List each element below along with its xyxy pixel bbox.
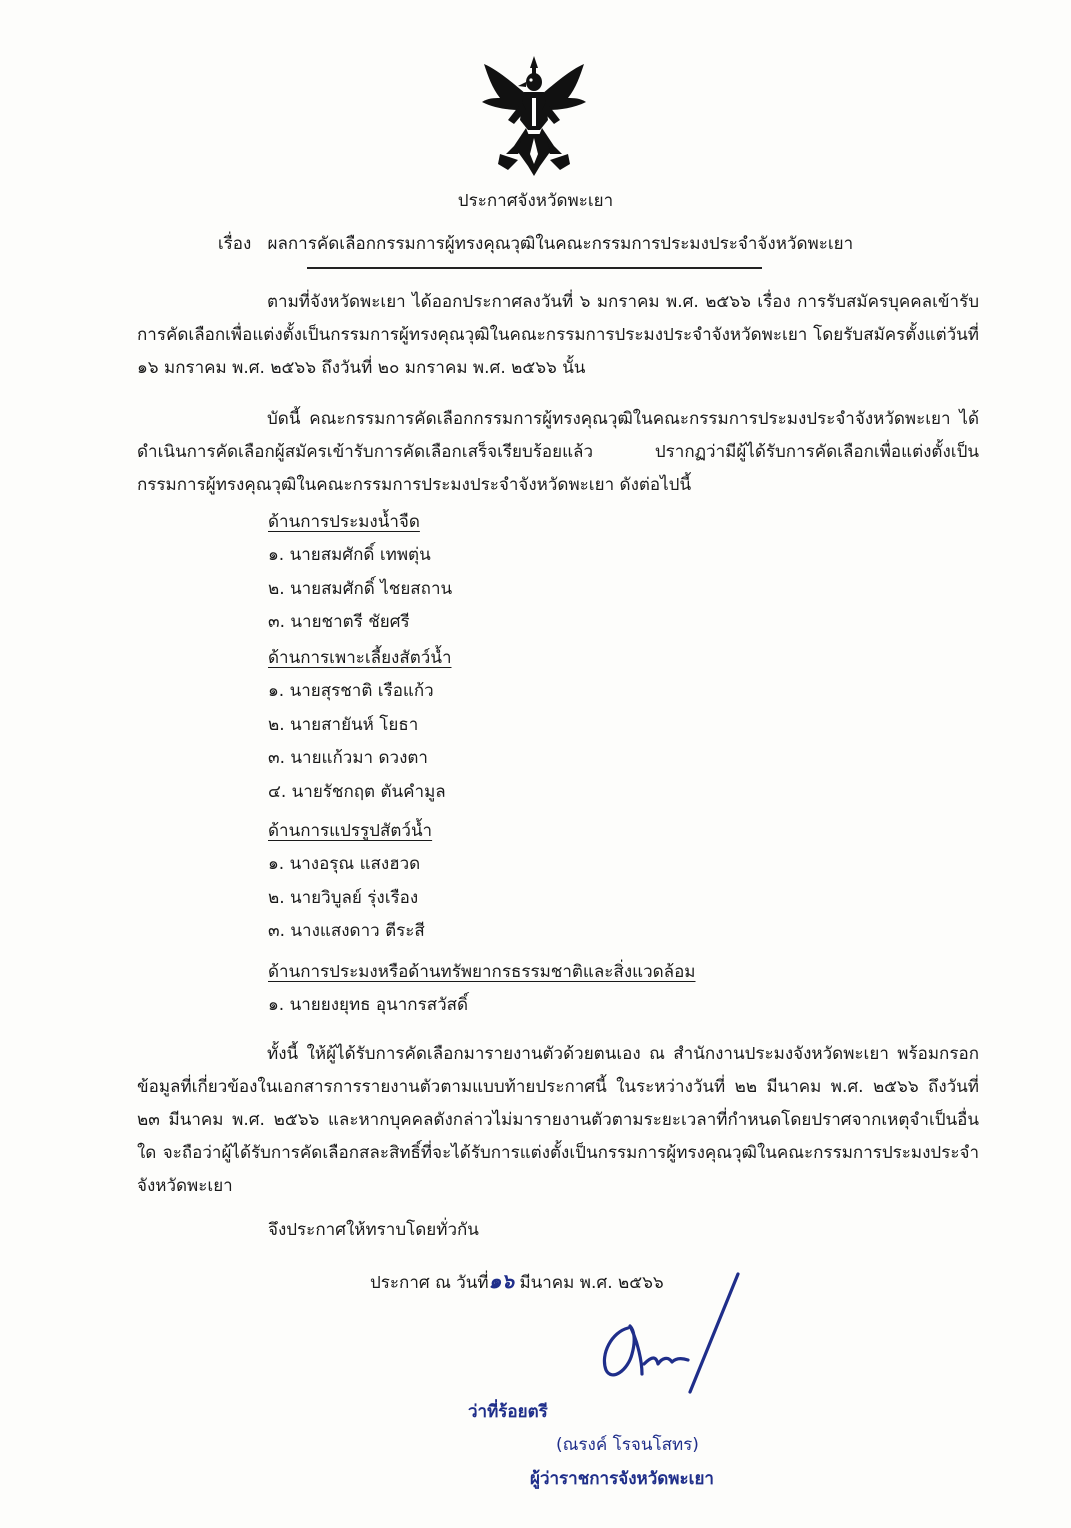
section-heading: ด้านการประมงน้ำจืด — [268, 512, 420, 532]
paragraph-3: ทั้งนี้ ให้ผู้ได้รับการคัดเลือกมารายงานตัวด้วยตนเอง ณ สำนักงานประมงจังหวัดพะเยา พร้อมกรอกข้อมูลที่เกี่ยวข้องในเอกสารการรายงานตัวตามแบบท้ายประกาศนี้ ในระหว่างวันที่ ๒๒ มีนาคม พ.ศ. ๒๕๖๖ ถึงวันที่ ๒๓ มีนาคม พ.ศ. ๒๕๖๖ และหากบุคคลดังกล่าวไม่มารายงานตัวตามระยะเวลาที่กำหนดโดยปราศจากเหตุจำเป็นอื่นใด จะถือว่าผู้ได้รับการคัดเลือกสละสิทธิ์ที่จะได้รับการแต่งตั้งเป็นกรรมการผู้ทรงคุณวุฒิในคณะกรรมการประมงประจำจังหวัดพะเยา — [137, 1044, 979, 1196]
closing-statement: จึงประกาศให้ทราบโดยทั่วกัน — [268, 1220, 479, 1240]
garuda-emblem-icon — [478, 54, 590, 176]
date-suffix: มีนาคม พ.ศ. ๒๕๖๖ — [519, 1273, 664, 1293]
section-heading: ด้านการแปรรูปสัตว์น้ำ — [268, 821, 433, 841]
signatory-title: ผู้ว่าราชการจังหวัดพะเยา — [530, 1469, 714, 1489]
list-item: ๒. นายวิบูลย์ รุ่งเรือง — [268, 887, 419, 908]
header-divider — [307, 267, 762, 269]
signatory-name: (ณรงค์ โรจนโสทร) — [556, 1435, 699, 1455]
list-item: ๒. นายสายันห์ โยธา — [268, 714, 419, 735]
date-day-handwritten: ๑๖ — [488, 1269, 515, 1293]
paragraph-2: บัดนี้ คณะกรรมการคัดเลือกกรรมการผู้ทรงคุณวุฒิในคณะกรรมการประมงประจำจังหวัดพะเยา ได้ดำเนินการคัดเลือกผู้สมัครเข้ารับการคัดเลือกเสร็จเรียบร้อยแล้ว ปรากฏว่ามีผู้ได้รับการคัดเลือกเพื่อแต่งตั้งเป็นกรรมการผู้ทรงคุณวุฒิในคณะกรรมการประมงประจำจังหวัดพะเยา ดังต่อไปนี้ — [137, 409, 979, 495]
sections-processing — [268, 815, 868, 949]
paragraph-1: ตามที่จังหวัดพะเยา ได้ออกประกาศลงวันที่ ๖ มกราคม พ.ศ. ๒๕๖๖ เรื่อง การรับสมัครบุคคลเข้ารับการคัดเลือกเพื่อแต่งตั้งเป็นกรรมการผู้ทรงคุณวุฒิในคณะกรรมการประมงประจำจังหวัดพะเยา โดยรับสมัครตั้งแต่วันที่ ๑๖ มกราคม พ.ศ. ๒๕๖๖ ถึงวันที่ ๒๐ มกราคม พ.ศ. ๒๕๖๖ นั้น — [137, 292, 979, 378]
sections-natural-resources — [268, 956, 868, 1023]
date-prefix: ประกาศ ณ วันที่ — [370, 1273, 489, 1293]
signature-mark — [578, 1270, 748, 1410]
announcement-subject-line — [0, 230, 1071, 257]
list-item: ๑. นางอรุณ แสงฮวด — [268, 854, 421, 874]
list-item: ๑. นายสุรชาติ เรือแก้ว — [268, 681, 434, 701]
sections-freshwater — [268, 506, 868, 640]
section-heading: ด้านการเพาะเลี้ยงสัตว์น้ำ — [268, 648, 452, 668]
list-item: ๓. นายชาตรี ชัยศรี — [268, 612, 410, 632]
list-item: ๓. นางแสงดาว ตีระสี — [268, 921, 425, 941]
list-item: ๑. นายยงยุทธ อุนากรสวัสดิ์ — [268, 995, 469, 1015]
subject-label: เรื่อง — [217, 234, 252, 254]
subject-text: ผลการคัดเลือกกรรมการผู้ทรงคุณวุฒิในคณะกรรมการประมงประจำจังหวัดพะเยา — [267, 234, 854, 254]
list-item: ๔. นายรัชกฤต ตันคำมูล — [268, 781, 446, 802]
section-heading: ด้านการประมงหรือด้านทรัพยากรธรรมชาติและสิ่งแวดล้อม — [268, 962, 696, 982]
list-item: ๒. นายสมศักดิ์ ไชยสถาน — [268, 578, 453, 599]
sections-aquaculture — [268, 642, 868, 809]
list-item: ๑. นายสมศักดิ์ เทพตุ่น — [268, 545, 431, 565]
signatory-rank: ว่าที่ร้อยตรี — [468, 1402, 548, 1422]
announcement-org: ประกาศจังหวัดพะเยา — [457, 191, 614, 211]
list-item: ๓. นายแก้วมา ดวงตา — [268, 748, 428, 768]
